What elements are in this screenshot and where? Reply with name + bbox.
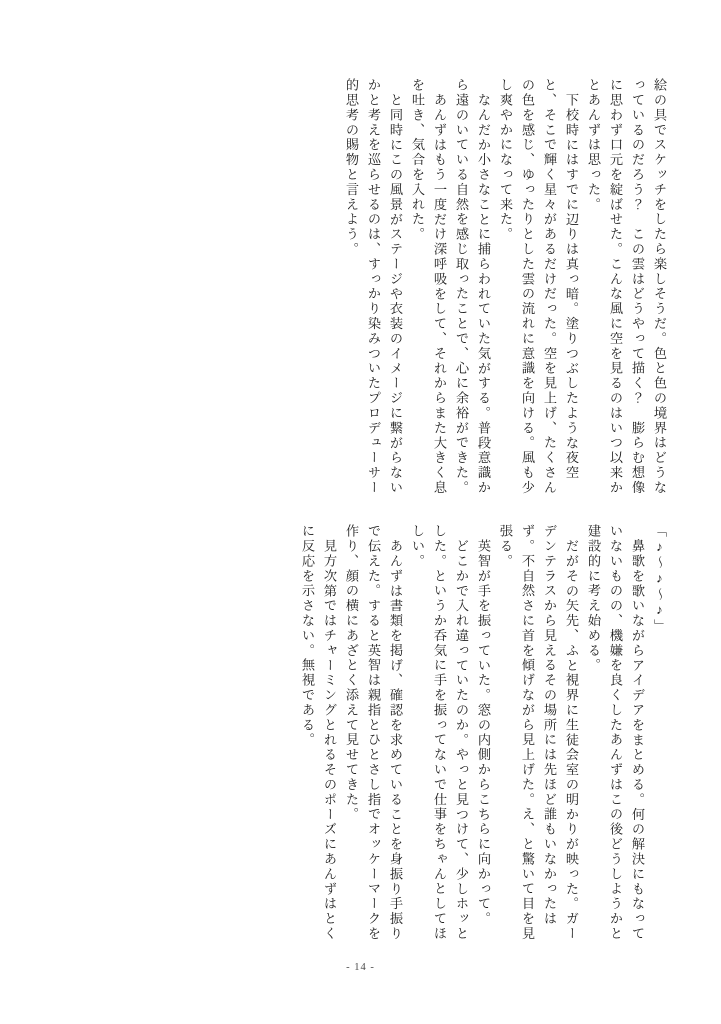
paragraph: あんずは書類を掲げ、確認を求めていることを身振り手振りで伝えた。すると英智は親指とひとさし指でオッケーマークを作り、顔の横にあざとく添えて見せてきた。 xyxy=(344,524,403,942)
paragraph: 下校時にはすでに辺りは真っ暗。塗りつぶしたような夜空と、そこで輝く星々があるだけだった。空を見上げ、たくさんの色を感じ、ゆったりとした雲の流れに意識を向ける。風も少し爽やかになって来た。 xyxy=(498,78,579,496)
paragraph: 英智が手を振っていた。窓の内側からこちらに向かって。 xyxy=(476,539,491,927)
paragraph: と同時にこの風景がステージや衣装のイメージに繋がらないかと考えを巡らせるのは、すっかり染みついたプロデューサー的思考の賜物と言えよう。 xyxy=(344,78,403,496)
body-text-block-upper xyxy=(104,78,670,508)
paragraph: 見方次第ではチャーミングとれるそのポーズにあんずはとくに反応を示さない。無視である。 xyxy=(300,524,337,942)
paragraph: 「♪～♪～♪」 xyxy=(652,524,667,634)
paragraph: だがその矢先、ふと視界に生徒会室の明かりが映った。ガーデンテラスから見えるその場所には先ほど誰もいなかったはず。不自然さに首を傾げながら見上げた。え、と驚いて目を見張る。 xyxy=(498,524,579,942)
paragraph: なんだか小さなことに捕らわれていた気がする。普段意識から遠のいている自然を感じ取ったことで、心に余裕ができた。 xyxy=(454,78,491,496)
body-text-block-lower xyxy=(104,524,670,954)
page-number: - 14 - xyxy=(346,962,375,973)
paragraph: あんずはもう一度だけ深呼吸をして、それからまた大きく息を吐き、気合を入れた。 xyxy=(410,78,447,496)
paragraph: どこかで入れ違っていたのか。やっと見つけて、少しホッとした。というか呑気に手を振ってないで仕事をちゃんとしてほしい。 xyxy=(410,524,469,942)
paragraph: 鼻歌を歌いながらアイデアをまとめる。何の解決にもなっていないものの、機嫌を良くしたあんずはこの後どうしようかと建設的に考え始める。 xyxy=(586,524,645,942)
paragraph: 絵の具でスケッチをしたら楽しそうだ。色と色の境界はどうなっているのだろう？ この雲はどうやって描く？ 膨らむ想像に思わず口元を綻ばせた。こんな風に空を見るのはいつ以来かとあんずは思った。 xyxy=(586,78,667,496)
